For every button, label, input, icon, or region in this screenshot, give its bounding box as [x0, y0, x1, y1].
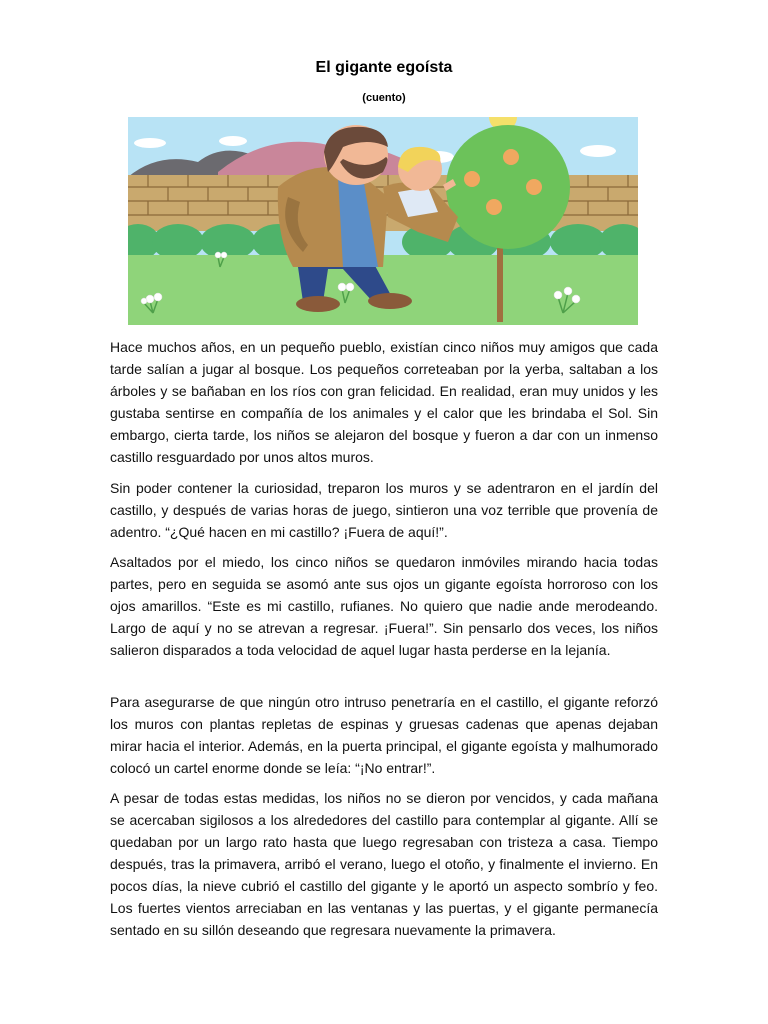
story-illustration: [128, 117, 638, 325]
tree-foliage: [446, 125, 570, 249]
giant-shoe-right: [368, 293, 412, 309]
giant-shoe-left: [296, 296, 340, 312]
paragraph: Para asegurarse de que ningún otro intruso penetraría en el castillo, el gigante reforzó los muros con plantas repletas de espinas y gruesas cadenas que apenas dejaban mirar hacia el interior. Además, en la puerta principal, el gigante egoísta y malhumorado colocó un cartel enorme donde se leía: “¡No entrar!”.: [110, 694, 658, 776]
paragraph: A pesar de todas estas medidas, los niños no se dieron por vencidos, y cada mañana se acercaban sigilosos a los alrededores del castillo para contemplar al gigante. Allí se quedaban por un largo rato hasta que luego regresaban con tristeza a casa. Tiempo después, tras la primavera, arribó el verano, luego el otoño, y finalmente el invierno. En pocos días, la nieve cubrió el castillo del gigante y le aportó un aspecto sombrío y feo. Los fuertes vientos arreciaban en las ventanas y las puertas, y el gigante permanecía sentado en su sillón deseando que regresara nuevamente la primavera.: [110, 790, 658, 938]
paragraph: Hace muchos años, en un pequeño pueblo, existían cinco niños muy amigos que cada tarde salían a jugar al bosque. Los pequeños correteaban por la yerba, saltaban a los árboles y se bañaban en los ríos con gran felicidad. En realidad, eran muy unidos y les gustaba sentirse en compañía de los animales y el calor que les brindaba el Sol. Sin embargo, cierta tarde, los niños se alejaron del bosque y fueron a dar con un inmenso castillo resguardado por unos altos muros.: [110, 339, 658, 465]
paragraph: Sin poder contener la curiosidad, treparon los muros y se adentraron en el jardín del castillo, y después de varias horas de juego, sintieron una voz terrible que provenía de adentro. “¿Qué hacen en mi castillo? ¡Fuera de aquí!”.: [110, 480, 658, 540]
paragraph: Asaltados por el miedo, los cinco niños se quedaron inmóviles mirando hacia todas partes, pero en seguida se asomó ante sus ojos un gigante egoísta horroroso con los ojos amarillos. “Este es mi castillo, rufianes. No quiero que nadie ande merodeando. Largo de aquí y no se atrevan a regresar. ¡Fuera!”. Sin pensarlo dos veces, los niños salieron disparados a toda velocidad de aquel lugar hasta perderse en la lejanía.: [110, 554, 658, 658]
story-title: El gigante egoísta: [315, 59, 453, 76]
story-subtitle: (cuento): [362, 92, 406, 104]
